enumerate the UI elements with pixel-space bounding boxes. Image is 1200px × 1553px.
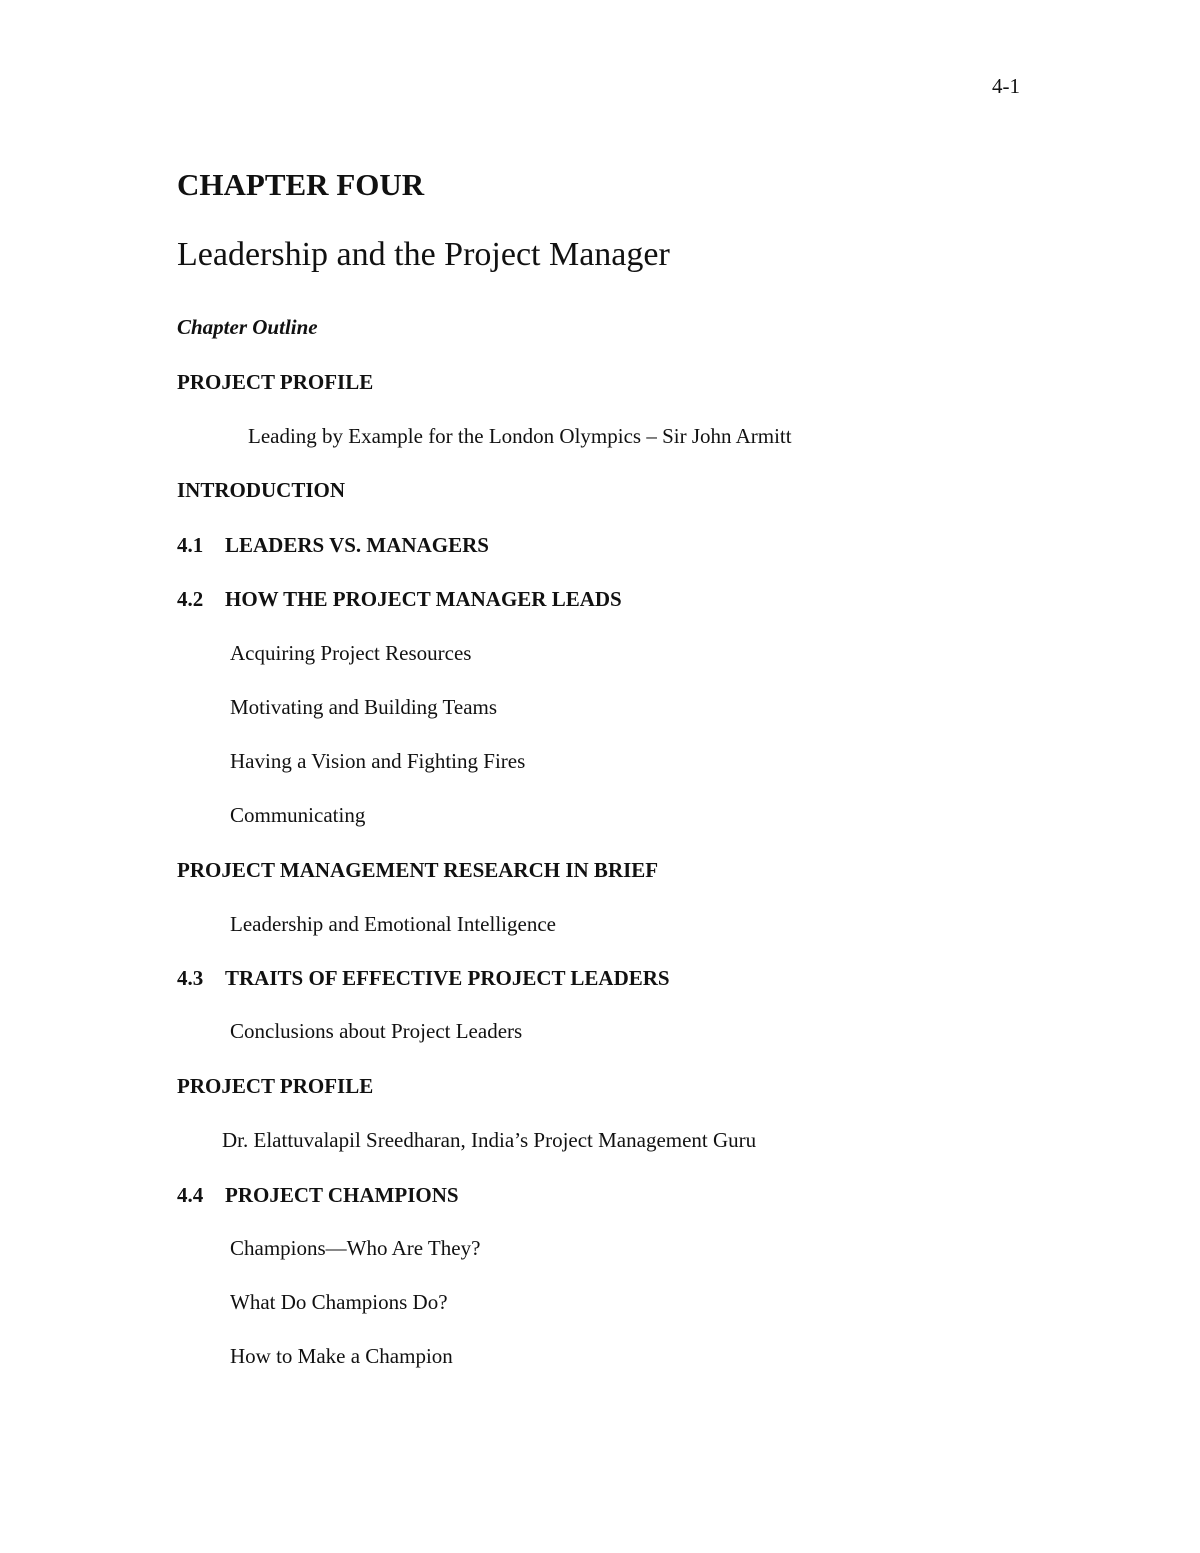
outline-heading-introduction: INTRODUCTION: [177, 478, 346, 502]
outline-heading-research-in-brief: PROJECT MANAGEMENT RESEARCH IN BRIEF: [177, 858, 659, 882]
outline-subitem: Communicating: [230, 803, 366, 827]
outline-label: Chapter Outline: [177, 315, 318, 339]
section-number: 4.2: [177, 587, 204, 611]
section-heading: TRAITS OF EFFECTIVE PROJECT LEADERS: [225, 966, 670, 990]
outline-subitem: Conclusions about Project Leaders: [230, 1019, 523, 1043]
section-number: 4.4: [177, 1183, 204, 1207]
outline-subitem: How to Make a Champion: [230, 1344, 453, 1368]
outline-section-4-2: [177, 589, 622, 610]
section-heading: PROJECT CHAMPIONS: [225, 1183, 459, 1207]
outline-subitem: Champions—Who Are They?: [230, 1236, 481, 1260]
outline-heading-project-profile: PROJECT PROFILE: [177, 1074, 374, 1098]
outline-subitem: What Do Champions Do?: [230, 1290, 448, 1314]
outline-subitem: Leading by Example for the London Olympics – Sir John Armitt: [248, 424, 792, 448]
outline-section-4-4: [177, 1185, 459, 1206]
chapter-label: CHAPTER FOUR: [177, 167, 425, 202]
page-number: 4-1: [992, 74, 1020, 98]
outline-section-4-1: [177, 535, 489, 556]
section-number: 4.1: [177, 533, 204, 557]
chapter-title: Leadership and the Project Manager: [177, 236, 670, 273]
outline-subitem: Dr. Elattuvalapil Sreedharan, India’s Project Management Guru: [222, 1128, 757, 1152]
section-heading: LEADERS VS. MANAGERS: [225, 533, 489, 557]
outline-subitem: Leadership and Emotional Intelligence: [230, 912, 556, 936]
section-number: 4.3: [177, 966, 204, 990]
outline-subitem: Acquiring Project Resources: [230, 641, 472, 665]
outline-subitem: Having a Vision and Fighting Fires: [230, 749, 526, 773]
outline-section-4-3: [177, 968, 670, 989]
section-heading: HOW THE PROJECT MANAGER LEADS: [225, 587, 622, 611]
outline-subitem: Motivating and Building Teams: [230, 695, 498, 719]
outline-heading-project-profile: PROJECT PROFILE: [177, 370, 374, 394]
